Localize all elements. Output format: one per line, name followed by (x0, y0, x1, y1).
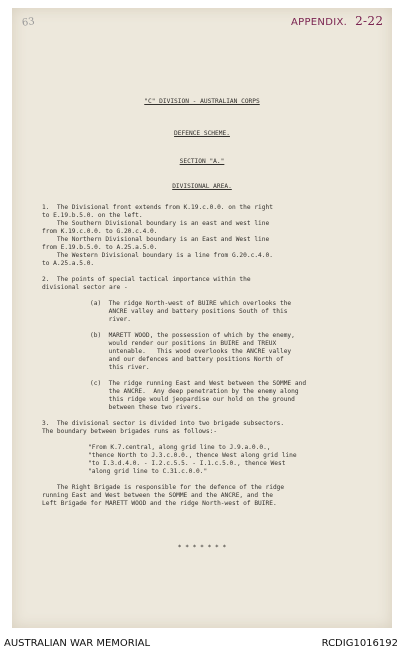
corner-page-number: 63 (21, 16, 36, 29)
para1-line: from E.19.b.5.0. to A.25.a.5.0. (42, 244, 158, 251)
para1-line: The Southern Divisional boundary is an east and west line (42, 220, 270, 227)
divisional-area-heading: DIVISIONAL AREA. (172, 183, 232, 190)
para4-line: The Right Brigade is responsible for the defence of the ridge (42, 484, 285, 491)
item-a-line: (a) The ridge North-west of BUIRE which overlooks the (90, 300, 292, 307)
document-subtitle: DEFENCE SCHEME. (174, 130, 230, 137)
para1-line: 1. The Divisional front extends from K.19.c.0.0. on the right (42, 204, 273, 211)
para1-line: The Northern Divisional boundary is an East and West line (42, 236, 270, 243)
item-b-line: would render our positions in BUIRE and TREUX (90, 340, 277, 347)
item-b-line: this river. (90, 364, 150, 371)
item-c-line: this ridge would jeopardise our hold on the ground (90, 396, 295, 403)
para1-line: to A.25.a.5.0. (42, 260, 95, 267)
appendix-stamp (291, 14, 389, 30)
section-heading: SECTION "A." (179, 158, 225, 165)
item-b-line: and our defences and battery positions North of (90, 356, 284, 363)
boundary-quote-line: "From K.7.central, along grid line to J.9.a.0.0., (88, 444, 271, 451)
record-identifier: RCDIG1016192 (321, 638, 398, 649)
para1-line: The Western Divisional boundary is a line from G.20.c.4.0. (42, 252, 273, 259)
para4-line: Left Brigade for MARETT WOOD and the ridge North-west of BUIRE. (42, 500, 277, 507)
para3-line: The boundary between brigades runs as follows:- (42, 428, 218, 435)
para1-line: to E.19.b.5.0. on the left. (42, 212, 143, 219)
para1-line: from K.19.c.0.0. to G.20.c.4.0. (42, 228, 158, 235)
boundary-quote-line: "to I.3.d.4.0. - I.2.c.5.5. - I.1.c.5.0., thence West (88, 460, 286, 467)
item-b-line: (b) MARETT WOOD, the possession of which by the enemy, (90, 332, 295, 339)
archive-credit: AUSTRALIAN WAR MEMORIAL (4, 638, 151, 649)
para2-line: divisional sector are - (42, 284, 128, 291)
item-a-line: ANCRE valley and battery positions South of this (90, 308, 288, 315)
boundary-quote-line: "thence North to J.3.c.0.0., thence West along grid line (88, 452, 297, 459)
document-page (12, 8, 392, 628)
item-c-line: the ANCRE. Any deep penetration by the enemy along (90, 388, 299, 395)
appendix-reference: 2-22 (355, 14, 384, 28)
item-b-line: untenable. This wood overlooks the ANCRE valley (90, 348, 292, 355)
item-c-line: between these two rivers. (90, 404, 202, 411)
document-title: "C" DIVISION - AUSTRALIAN CORPS (144, 98, 260, 105)
appendix-label: APPENDIX. (291, 17, 348, 28)
para4-line: running East and West between the SOMME and the ANCRE, and the (42, 492, 273, 499)
item-a-line: river. (90, 316, 131, 323)
para2-line: 2. The points of special tactical importance within the (42, 276, 251, 283)
item-c-line: (c) The ridge running East and West between the SOMME and (90, 380, 307, 387)
boundary-quote-line: "along grid line to C.31.c.0.0." (88, 468, 208, 475)
section-divider: * * * * * * * (177, 544, 227, 551)
para3-line: 3. The divisional sector is divided into two brigade subsectors. (42, 420, 285, 427)
